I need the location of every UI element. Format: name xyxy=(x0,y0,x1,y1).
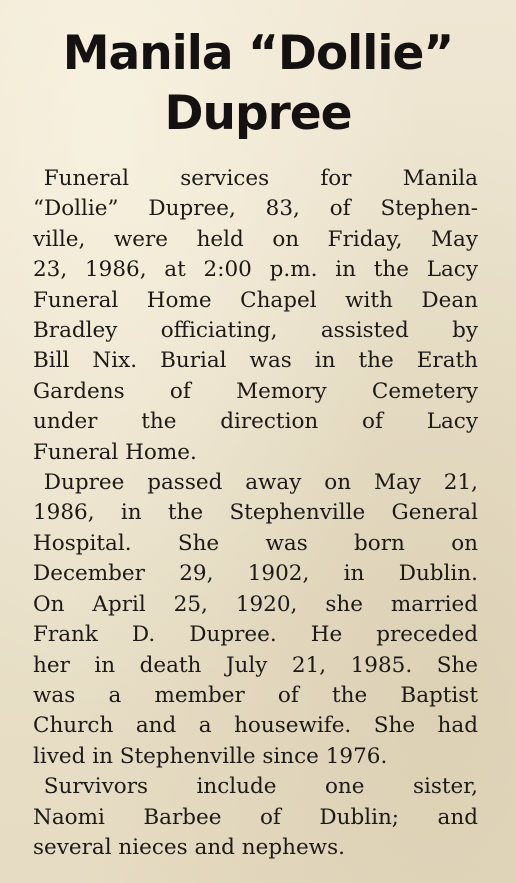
text-line: ville, were held on Friday, May xyxy=(33,226,478,252)
text-line: Naomi Barbee of Dublin; and xyxy=(33,804,478,830)
obituary-paragraph xyxy=(33,468,478,772)
text-line: December 29, 1902, in Dublin. xyxy=(33,561,478,587)
text-line: “Dollie” Dupree, 83, of Stephen- xyxy=(33,196,478,222)
text-line: 1986, in the Stephenville General xyxy=(33,500,478,526)
text-line: Bradley officiating, assisted by xyxy=(33,318,478,344)
text-line: Gardens of Memory Cemetery xyxy=(33,378,478,404)
text-line: her in death July 21, 1985. She xyxy=(33,652,478,678)
text-line: Church and a housewife. She had xyxy=(33,713,478,739)
text-line: lived in Stephenville since 1976. xyxy=(33,743,388,769)
text-line: Funeral services for Manila xyxy=(33,166,478,191)
text-line: 23, 1986, at 2:00 p.m. in the Lacy xyxy=(33,257,478,283)
text-line: Frank D. Dupree. He preceded xyxy=(33,622,478,648)
text-line: under the direction of Lacy xyxy=(33,409,478,435)
text-line: several nieces and nephews. xyxy=(33,834,345,860)
text-line: Funeral Home. xyxy=(33,439,197,465)
text-line: Survivors include one sister, xyxy=(33,774,478,800)
text-line: On April 25, 1920, she married xyxy=(33,591,478,617)
obituary-paragraph xyxy=(33,164,478,468)
obituary-body xyxy=(33,164,478,863)
obituary-paragraph xyxy=(33,772,478,863)
text-line: Hospital. She was born on xyxy=(33,530,478,556)
text-line: Dupree passed away on May 21, xyxy=(33,470,478,496)
obituary-headline xyxy=(0,0,516,144)
headline-line-1: Manila “Dollie” xyxy=(62,26,454,81)
headline-line-2: Dupree xyxy=(164,86,352,141)
text-line: Funeral Home Chapel with Dean xyxy=(33,287,478,313)
text-line: was a member of the Baptist xyxy=(33,682,478,708)
text-line: Bill Nix. Burial was in the Erath xyxy=(33,348,478,374)
